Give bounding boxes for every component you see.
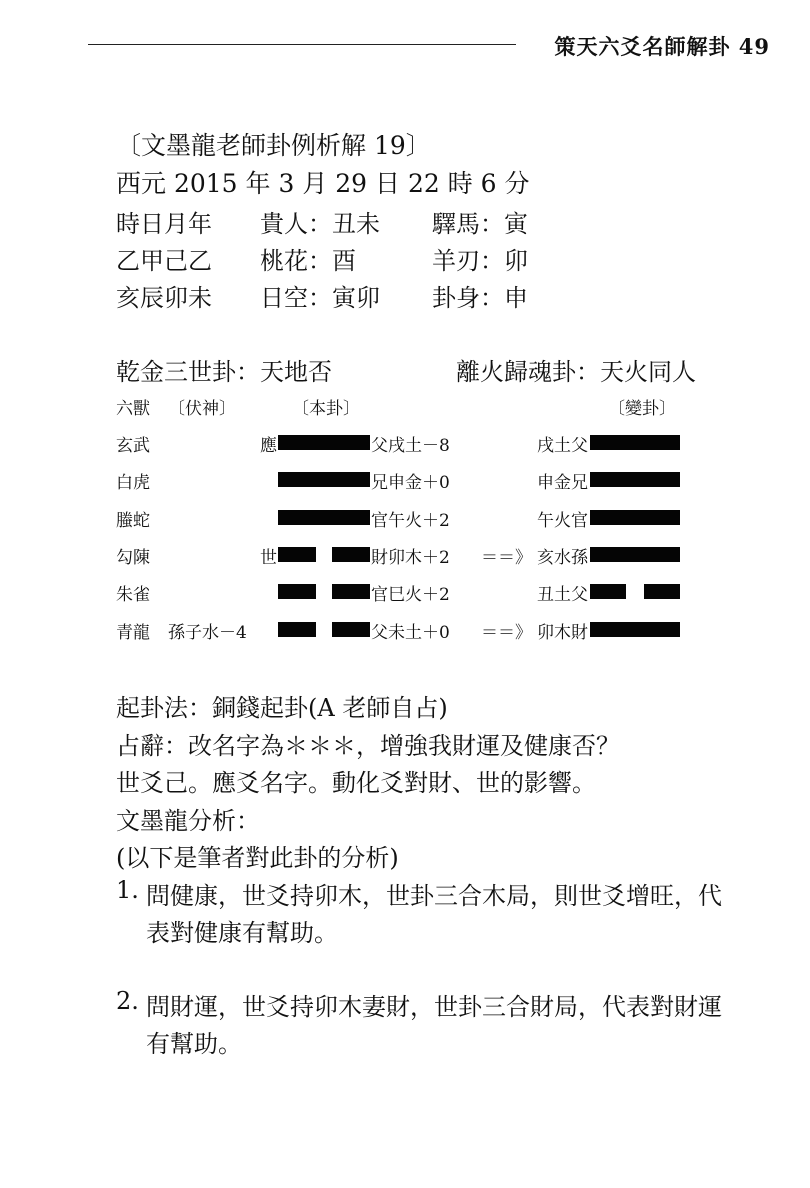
pillar-header: 時日月年 bbox=[116, 210, 212, 238]
changed-yang-line bbox=[590, 622, 680, 637]
col-biangua: 〔變卦〕 bbox=[608, 399, 676, 419]
main-line-label: 父未土＋0 bbox=[371, 623, 450, 643]
case-date: 西元 2015 年 3 月 29 日 22 時 6 分 bbox=[116, 169, 530, 198]
change-arrow: ＝＝》 bbox=[481, 623, 532, 643]
main-line-label: 父戌土－8 bbox=[371, 436, 450, 456]
item-line: 有幫助。 bbox=[146, 1030, 242, 1058]
item-line: 問財運，世爻持卯木妻財，世卦三合財局，代表對財運 bbox=[146, 993, 722, 1021]
intro: (以下是筆者對此卦的分析) bbox=[116, 844, 399, 872]
main-line-label: 官午火＋2 bbox=[371, 511, 450, 531]
changed-line-label: 亥水孫 bbox=[537, 548, 588, 568]
running-header bbox=[554, 31, 770, 61]
yangren: 羊刃：卯 bbox=[432, 247, 528, 275]
item-line: 問健康，世爻持卯木，世卦三合木局，則世爻增旺，代 bbox=[146, 882, 722, 910]
main-yin-line-left bbox=[278, 622, 316, 637]
changed-gua-name: 離火歸魂卦：天火同人 bbox=[456, 358, 696, 386]
main-yin-line-left bbox=[278, 547, 316, 562]
six-beast: 白虎 bbox=[116, 473, 150, 493]
changed-yang-line bbox=[590, 547, 680, 562]
changed-yang-line bbox=[590, 472, 680, 487]
main-yin-line-right bbox=[332, 622, 370, 637]
six-beast: 螣蛇 bbox=[116, 511, 150, 531]
six-beast: 玄武 bbox=[116, 436, 150, 456]
yima: 驛馬：寅 bbox=[432, 210, 528, 238]
col-bengua: 〔本卦〕 bbox=[292, 399, 360, 419]
taohua: 桃花：酉 bbox=[260, 247, 356, 275]
shi-ying-mark: 應 bbox=[260, 436, 277, 456]
page-number: 49 bbox=[738, 34, 770, 59]
six-beast: 勾陳 bbox=[116, 548, 150, 568]
rikong: 日空：寅卯 bbox=[260, 284, 380, 312]
guashen: 卦身：申 bbox=[432, 284, 528, 312]
main-yin-line-right bbox=[332, 584, 370, 599]
stems: 乙甲己乙 bbox=[116, 247, 212, 275]
changed-line-label: 卯木財 bbox=[537, 623, 588, 643]
col-fushen: 〔伏神〕 bbox=[168, 399, 236, 419]
main-line-label: 財卯木＋2 bbox=[371, 548, 450, 568]
header-title: 策天六爻名師解卦 bbox=[554, 34, 731, 59]
case-title: 〔文墨龍老師卦例析解 19〕 bbox=[116, 131, 431, 160]
six-beast: 青龍 bbox=[116, 623, 150, 643]
main-yang-line bbox=[278, 472, 370, 487]
item-number: 2. bbox=[116, 987, 139, 1015]
main-gua-name: 乾金三世卦：天地否 bbox=[116, 358, 332, 386]
main-line-label: 兄申金＋0 bbox=[371, 473, 450, 493]
change-arrow: ＝＝》 bbox=[481, 548, 532, 568]
main-yang-line bbox=[278, 510, 370, 525]
main-yin-line-right bbox=[332, 547, 370, 562]
header-rule bbox=[88, 44, 516, 45]
question: 占辭：改名字為＊＊＊，增強我財運及健康否？ bbox=[116, 732, 620, 760]
changed-yang-line bbox=[590, 435, 680, 450]
changed-yin-line-left bbox=[590, 584, 626, 599]
changed-line-label: 午火官 bbox=[537, 511, 588, 531]
item-number: 1. bbox=[116, 876, 139, 904]
main-yin-line-left bbox=[278, 584, 316, 599]
guiren: 貴人：丑未 bbox=[260, 210, 380, 238]
main-yang-line bbox=[278, 435, 370, 450]
branches: 亥辰卯未 bbox=[116, 284, 212, 312]
main-line-label: 官巳火＋2 bbox=[371, 585, 450, 605]
changed-yang-line bbox=[590, 510, 680, 525]
changed-line-label: 申金兄 bbox=[537, 473, 588, 493]
changed-line-label: 戌土父 bbox=[537, 436, 588, 456]
changed-yin-line-right bbox=[644, 584, 680, 599]
analyst: 文墨龍分析： bbox=[116, 807, 260, 835]
item-line: 表對健康有幫助。 bbox=[146, 919, 338, 947]
fushen: 孫子水－4 bbox=[168, 623, 247, 643]
shi-ying-mark: 世 bbox=[260, 548, 277, 568]
method: 起卦法：銅錢起卦(A 老師自占) bbox=[116, 694, 448, 722]
changed-line-label: 丑土父 bbox=[537, 585, 588, 605]
col-beast: 六獸 bbox=[116, 399, 150, 419]
note: 世爻己。應爻名字。動化爻對財、世的影響。 bbox=[116, 769, 596, 797]
six-beast: 朱雀 bbox=[116, 585, 150, 605]
